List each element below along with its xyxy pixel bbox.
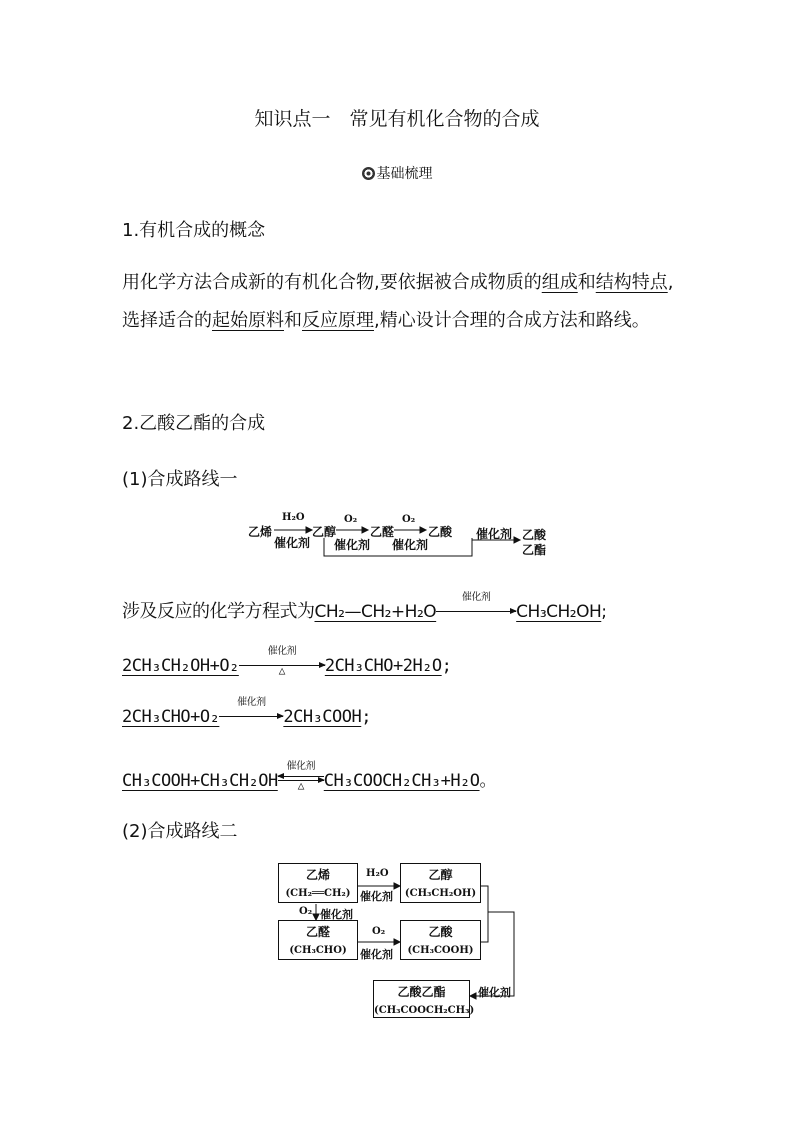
r1-ethylene: 乙烯 <box>248 525 273 539</box>
page-title: 知识点一 常见有机化合物的合成 <box>254 108 540 130</box>
r2-catalyst-label: 催化剂 <box>360 948 393 961</box>
r1-oxygen-label: O₂ <box>402 514 416 525</box>
r2-ester-formula: (CH₃COOCH₂CH₃) <box>374 1005 475 1016</box>
r1-oxygen-label: O₂ <box>344 514 358 525</box>
r2-acetic-acid: 乙酸 <box>428 925 453 939</box>
r2-water-label: H₂O <box>366 868 389 879</box>
r2-catalyst-label: 催化剂 <box>320 908 353 921</box>
section1-heading: 1.有机合成的概念 <box>122 220 266 241</box>
section2-heading: 2.乙酸乙酯的合成 <box>122 413 266 434</box>
target-icon <box>362 167 375 180</box>
r2-ethylene: 乙烯 <box>305 868 330 882</box>
r2-box-acetic-acid <box>400 920 481 960</box>
r2-ethanol-formula: (CH₃CH₂OH) <box>404 888 477 899</box>
equation-2: 2CH₃CH₂OH+O₂ 催化剂 △ 2CH₃CHO+2H₂O; <box>122 646 452 677</box>
concept-paragraph <box>122 264 682 340</box>
r2-box-ethyl-acetate <box>373 980 475 1018</box>
r1-ethanol: 乙醇 <box>312 525 337 539</box>
subheading-text: 基础梳理 <box>376 166 433 182</box>
r2-oxygen-label: O₂ <box>299 906 313 917</box>
route1-heading: (1)合成路线一 <box>122 469 238 490</box>
para-text: 和 <box>284 310 302 331</box>
r1-acetaldehyde: 乙醛 <box>370 525 395 539</box>
r1-acetic-acid: 乙酸 <box>428 525 453 539</box>
r2-oxygen-label: O₂ <box>372 926 386 937</box>
r1-ester-b: 乙酯 <box>522 543 547 557</box>
r2-box-ethanol <box>400 863 481 903</box>
r1-catalyst-label: 催化剂 <box>476 527 513 541</box>
equation-4: CH₃COOH+CH₃CH₂OH 催化剂 △ CH₃COOCH₂CH₃+H₂O。 <box>122 761 497 792</box>
r2-box-acetaldehyde <box>278 920 358 960</box>
r2-ethanol: 乙醇 <box>428 868 453 882</box>
para-text: ,精心设计合理的合成方法和路线。 <box>374 310 650 331</box>
r2-acetic-acid-formula: (CH₃COOH) <box>407 945 474 956</box>
r1-catalyst-label: 催化剂 <box>334 538 371 552</box>
para-text: 和 <box>577 272 596 293</box>
route2-heading: (2)合成路线二 <box>122 821 238 842</box>
route1-diagram <box>248 510 558 562</box>
r2-catalyst-label: 催化剂 <box>478 986 511 999</box>
eq-intro: 涉及反应的化学方程式为 <box>122 601 315 622</box>
r1-catalyst-label: 催化剂 <box>392 538 429 552</box>
para-text: 用化学方法合成新的有机化合物,要依据被合成物质的 <box>122 272 542 293</box>
answer-reaction-principle: 反应原理 <box>302 310 374 331</box>
r1-ester-a: 乙酸 <box>522 528 547 542</box>
r2-box-ethylene <box>278 863 358 903</box>
r1-catalyst-label: 催化剂 <box>274 536 311 550</box>
r2-ethylene-formula: (CH₂══CH₂) <box>285 888 351 899</box>
r2-ester: 乙酸乙酯 <box>397 985 446 999</box>
r2-acetaldehyde-formula: (CH₃CHO) <box>289 945 347 956</box>
para-text: ,选择适合的 <box>122 272 674 331</box>
r1-water-label: H₂O <box>282 512 305 523</box>
equation-3: 2CH₃CHO+O₂ 催化剂 2CH₃COOH; <box>122 697 371 727</box>
answer-composition: 组成 <box>541 272 578 293</box>
answer-starting-material: 起始原料 <box>212 310 284 331</box>
equation-1: CH₂—CH₂+H₂O 催化剂 CH₃CH₂OH <box>314 592 602 622</box>
r2-acetaldehyde: 乙醛 <box>305 925 330 939</box>
section-subheading <box>0 163 794 183</box>
r2-catalyst-label: 催化剂 <box>360 890 393 903</box>
answer-structure: 结构特点 <box>595 272 668 293</box>
equation-intro-line: 涉及反应的化学方程式为CH₂—CH₂+H₂O 催化剂 CH₃CH₂OH; <box>122 592 607 622</box>
route2-diagram <box>276 860 526 1024</box>
